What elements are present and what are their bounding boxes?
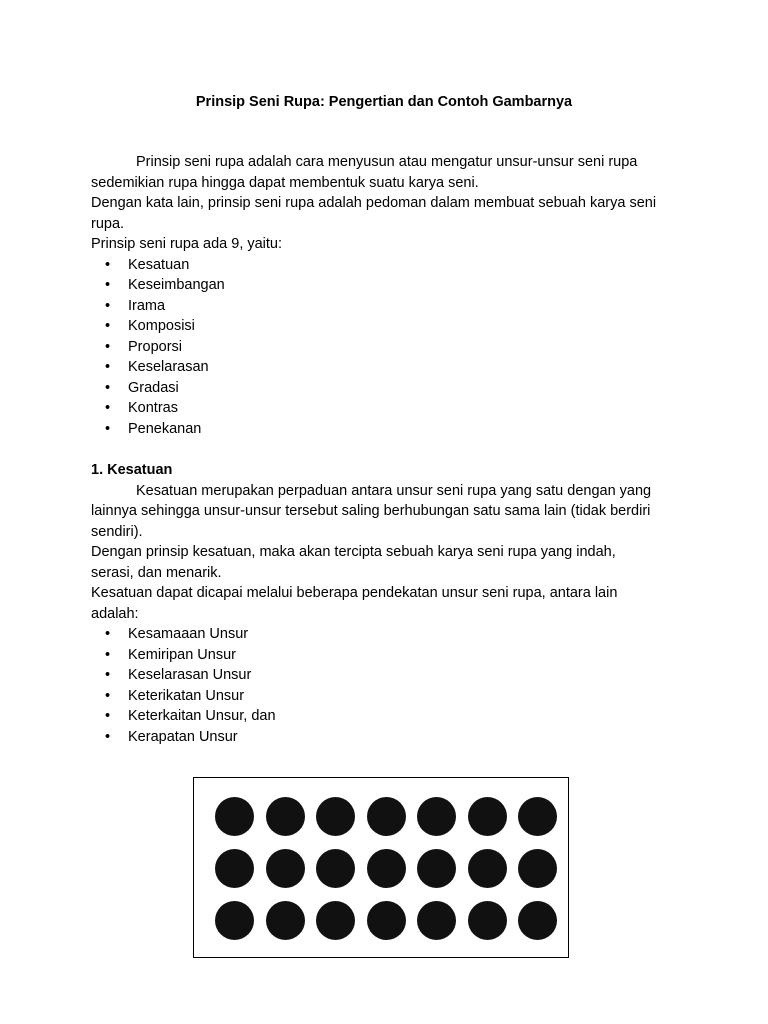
circle-shape [468, 849, 507, 888]
bullet-icon: • [105, 646, 111, 663]
bullet-icon: • [105, 338, 111, 355]
bullet-icon: • [105, 256, 111, 273]
principles-list [91, 255, 691, 440]
list-item-label: Keseimbangan [128, 277, 225, 293]
list-item-label: Kontras [128, 400, 178, 416]
circle-shape [215, 849, 254, 888]
circle-shape [215, 901, 254, 940]
document-title: Prinsip Seni Rupa: Pengertian dan Contoh Gambarnya [195, 94, 573, 110]
section-paragraph-line: serasi, dan menarik. [91, 564, 222, 581]
intro-paragraph-line: Prinsip seni rupa adalah cara menyusun atau mengatur unsur-unsur seni rupa [136, 154, 638, 170]
circle-shape [367, 901, 406, 940]
list-item [91, 665, 691, 686]
list-item [91, 419, 691, 440]
bullet-icon: • [105, 400, 111, 416]
circle-shape [266, 849, 305, 888]
circle-shape [266, 901, 305, 940]
circle-shape [316, 901, 355, 940]
list-item [91, 645, 691, 666]
list-item [91, 275, 691, 296]
circle-shape [417, 849, 456, 888]
circle-shape [367, 797, 406, 836]
list-item-label: Kemiripan Unsur [128, 646, 236, 663]
intro-paragraph-line: rupa. [91, 215, 125, 232]
circle-shape [316, 849, 355, 888]
section-kesatuan [91, 460, 691, 747]
bullet-icon: • [105, 667, 111, 683]
unsur-list [91, 624, 691, 747]
circle-shape [266, 797, 305, 836]
bullet-icon: • [105, 277, 111, 293]
circle-shape [417, 901, 456, 940]
list-item [91, 337, 691, 358]
list-item-label: Keterkaitan Unsur, dan [128, 708, 276, 724]
circle-shape [316, 797, 355, 836]
circle-shape [518, 901, 557, 940]
intro-paragraph-line: Dengan kata lain, prinsip seni rupa adalah pedoman dalam membuat sebuah karya seni [91, 195, 657, 211]
list-item [91, 624, 691, 645]
list-item-label: Kerapatan Unsur [128, 728, 238, 745]
bullet-icon: • [105, 728, 111, 745]
circle-shape [367, 849, 406, 888]
intro-paragraph-line: sedemikian rupa hingga dapat membentuk suatu karya seni. [91, 174, 479, 191]
intro-paragraph-line: Prinsip seni rupa ada 9, yaitu: [91, 236, 283, 252]
bullet-icon: • [105, 708, 111, 724]
bullet-icon: • [105, 359, 111, 375]
section-paragraph-line: Kesatuan dapat dicapai melalui beberapa pendekatan unsur seni rupa, antara lain [91, 585, 618, 601]
list-item [91, 686, 691, 707]
list-item [91, 255, 691, 276]
list-item [91, 398, 691, 419]
list-item-label: Keterikatan Unsur [128, 687, 245, 704]
section-paragraph-line: Kesatuan merupakan perpaduan antara unsur seni rupa yang satu dengan yang [136, 482, 652, 499]
intro-section [91, 152, 691, 439]
list-item-label: Keselarasan [128, 359, 209, 375]
circle-shape [468, 797, 507, 836]
section-paragraph-line: adalah: [91, 605, 139, 622]
list-item-label: Komposisi [128, 318, 195, 334]
bullet-icon: • [105, 420, 111, 437]
bullet-icon: • [105, 318, 111, 334]
list-item-label: Penekanan [128, 420, 202, 437]
list-item [91, 357, 691, 378]
list-item-label: Irama [128, 297, 166, 314]
list-item-label: Proporsi [128, 338, 182, 355]
list-item-label: Kesamaaan Unsur [128, 626, 249, 642]
list-item [91, 296, 691, 317]
list-item-label: Keselarasan Unsur [128, 667, 252, 683]
kesatuan-illustration [193, 777, 569, 958]
circle-shape [518, 797, 557, 836]
bullet-icon: • [105, 626, 111, 642]
bullet-icon: • [105, 297, 111, 314]
circle-shape [468, 901, 507, 940]
list-item [91, 727, 691, 748]
circle-shape [215, 797, 254, 836]
section-paragraph-line: Dengan prinsip kesatuan, maka akan tercipta sebuah karya seni rupa yang indah, [91, 544, 616, 560]
section-paragraph-line: lainnya sehingga unsur-unsur tersebut saling berhubungan satu sama lain (tidak berdiri [91, 503, 651, 519]
list-item [91, 378, 691, 399]
bullet-icon: • [105, 687, 111, 704]
list-item [91, 316, 691, 337]
circle-shape [417, 797, 456, 836]
list-item [91, 706, 691, 727]
list-item-label: Gradasi [128, 379, 179, 396]
circle-shape [518, 849, 557, 888]
section-paragraph-line: sendiri). [91, 523, 143, 540]
section-heading: 1. Kesatuan [91, 462, 173, 478]
bullet-icon: • [105, 379, 111, 396]
list-item-label: Kesatuan [128, 256, 190, 273]
